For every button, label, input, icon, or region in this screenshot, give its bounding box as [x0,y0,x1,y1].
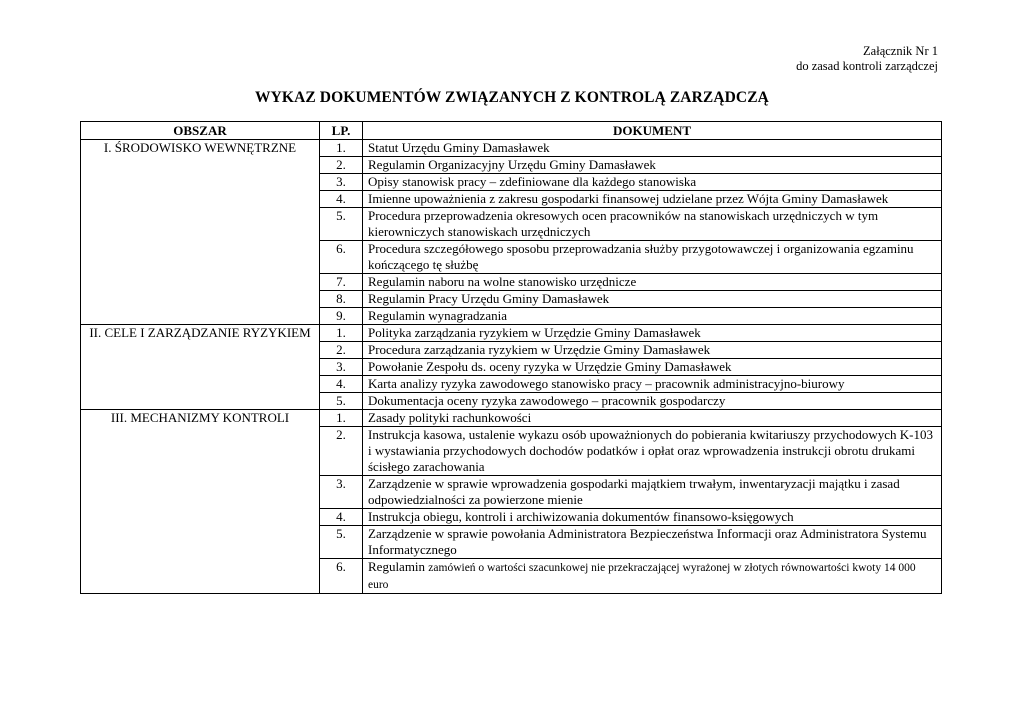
document-text-detail: zamówień o wartości szacunkowej nie przekraczającej wyrażonej w złotych równowartości kwoty 14 000 euro [368,562,916,591]
document-text: Imienne upoważnienia z zakresu gospodarki finansowej udzielane przez Wójta Gminy Damasławek [368,191,889,206]
document-text: Zarządzenie w sprawie wprowadzenia gospodarki majątkiem trwałym, inwentaryzacji majątku i zasad odpowiedzialności za powierzone mienie [368,476,900,507]
document-text: Opisy stanowisk pracy – zdefiniowane dla każdego stanowiska [368,174,697,189]
document-text: Instrukcja kasowa, ustalenie wykazu osób upoważnionych do pobierania kwitariuszy przychodowych K-103 i wystawiania przychodowych dochodów podatków i opłat oraz wprowadzenia instrukcji obrotu drukami ścisłego zarachowania [368,427,933,474]
annex-number: Załącznik Nr 1 [863,44,938,58]
row-number: 3. [320,174,363,191]
row-number: 6. [320,559,363,594]
row-number: 4. [320,509,363,526]
document-name [363,308,942,325]
row-number: 2. [320,157,363,174]
row-number: 2. [320,342,363,359]
row-number: 5. [320,393,363,410]
row-number: 4. [320,376,363,393]
document-name [363,359,942,376]
document-text: Powołanie Zespołu ds. oceny ryzyka w Urzędzie Gminy Damasławek [368,359,732,374]
document-name [363,140,942,157]
document-text: Regulamin [368,559,426,574]
document-name [363,342,942,359]
document-name [363,559,942,594]
document-name [363,376,942,393]
row-number: 3. [320,359,363,376]
document-name [363,325,942,342]
document-text: Zasady polityki rachunkowości [368,410,532,425]
document-text: Regulamin Organizacyjny Urzędu Gminy Damasławek [368,157,656,172]
row-number: 8. [320,291,363,308]
table-body [81,140,942,594]
document-text: Regulamin wynagradzania [368,308,507,323]
document-name [363,157,942,174]
document-text: Procedura szczegółowego sposobu przeprowadzania służby przygotowawczej i organizowania egzaminu kończącego tę służbę [368,241,914,272]
row-number: 4. [320,191,363,208]
document-text: Statut Urzędu Gminy Damasławek [368,140,550,155]
document-text: Regulamin naboru na wolne stanowisko urzędnicze [368,274,637,289]
document-name [363,208,942,241]
document-name [363,393,942,410]
document-name [363,509,942,526]
annex-note [796,44,938,74]
document-text: Instrukcja obiegu, kontroli i archiwizowania dokumentów finansowo-księgowych [368,509,794,524]
document-name [363,274,942,291]
section-control-mechanisms: III. MECHANIZMY KONTROLI [81,410,320,594]
header-area: OBSZAR [81,122,320,140]
document-text: Zarządzenie w sprawie powołania Administratora Bezpieczeństwa Informacji oraz Administratora Systemu Informatycznego [368,526,927,557]
row-number: 2. [320,427,363,476]
document-text: Regulamin Pracy Urzędu Gminy Damasławek [368,291,610,306]
row-number: 5. [320,526,363,559]
document-name [363,476,942,509]
table-header-row [81,122,942,140]
document-name [363,191,942,208]
document-text: Karta analizy ryzyka zawodowego stanowisko pracy – pracownik administracyjno-biurowy [368,376,845,391]
row-number: 1. [320,140,363,157]
document-text: Dokumentacja oceny ryzyka zawodowego – pracownik gospodarczy [368,393,726,408]
header-lp: LP. [320,122,363,140]
document-title: WYKAZ DOKUMENTÓW ZWIĄZANYCH Z KONTROLĄ ZARZĄDCZĄ [255,89,769,106]
table-row [81,325,942,342]
document-name [363,291,942,308]
row-number: 9. [320,308,363,325]
header-document: DOKUMENT [363,122,942,140]
row-number: 1. [320,410,363,427]
row-number: 3. [320,476,363,509]
annex-subtitle: do zasad kontroli zarządczej [796,59,938,73]
document-name [363,427,942,476]
section-goals-risk: II. CELE I ZARZĄDZANIE RYZYKIEM [81,325,320,410]
table-row [81,410,942,427]
section-internal-environment: I. ŚRODOWISKO WEWNĘTRZNE [81,140,320,325]
document-name [363,241,942,274]
row-number: 5. [320,208,363,241]
document-text: Polityka zarządzania ryzykiem w Urzędzie Gminy Damasławek [368,325,701,340]
document-text: Procedura zarządzania ryzykiem w Urzędzie Gminy Damasławek [368,342,711,357]
document-text: Procedura przeprowadzenia okresowych ocen pracowników na stanowiskach urzędniczych w tym kierowniczych stanowiskach urzędniczych [368,208,879,239]
document-name [363,174,942,191]
documents-table [80,121,942,594]
table-row [81,140,942,157]
document-name [363,410,942,427]
row-number: 1. [320,325,363,342]
document-name [363,526,942,559]
row-number: 7. [320,274,363,291]
row-number: 6. [320,241,363,274]
